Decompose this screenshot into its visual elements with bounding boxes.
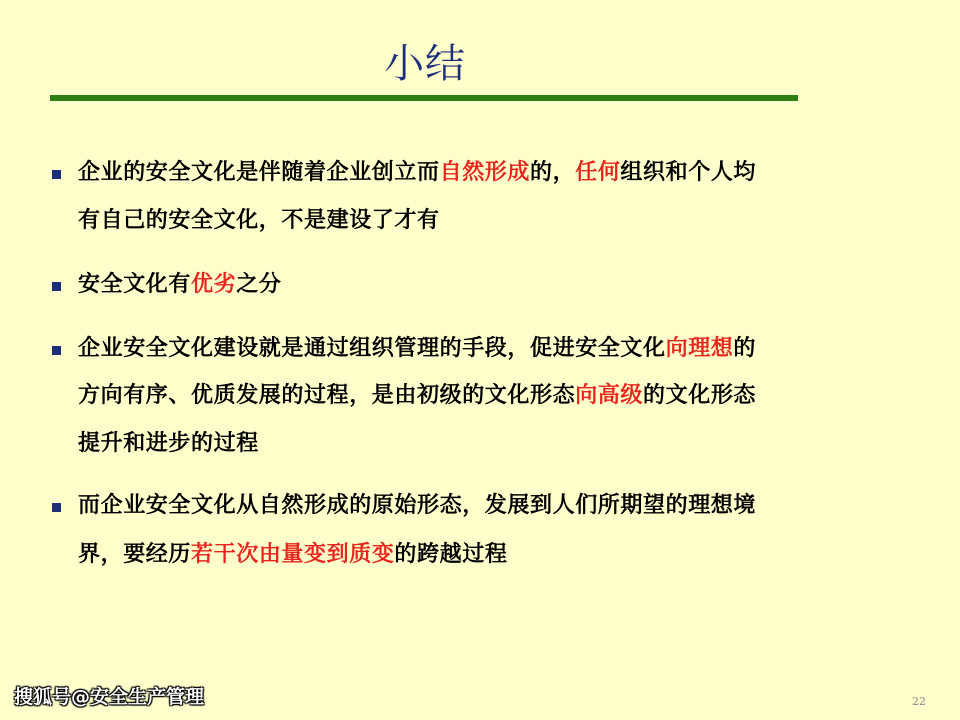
- bullet-text-line: [78, 491, 756, 521]
- text-segment: 之分: [236, 272, 282, 297]
- text-segment: 界，要经历: [78, 542, 192, 567]
- title-underline: [50, 95, 798, 101]
- bullet-text-line: [78, 381, 756, 411]
- slide-title: 小结: [384, 41, 466, 87]
- bullet-icon: [52, 503, 66, 517]
- text-segment: 的跨越过程: [394, 542, 508, 567]
- bullet-text-line: [78, 270, 281, 300]
- text-segment: 企业的安全文化是伴随着企业创立而: [78, 160, 440, 185]
- text-segment: 有自己的安全文化，不是建设了才有: [78, 208, 440, 233]
- watermark: 搜狐号@安全生产管理: [14, 686, 205, 708]
- square-icon: [52, 503, 61, 512]
- text-segment: 而企业安全文化从自然形成的原始形态，发展到人们所期望的理想境: [78, 493, 757, 518]
- highlighted-text: 若干次由量变到质变: [191, 542, 395, 567]
- text-segment: 的文化形态: [643, 383, 757, 408]
- highlighted-text: 自然形成: [439, 160, 531, 185]
- highlighted-text: 向理想: [665, 336, 734, 361]
- text-segment: 组织和个人均: [620, 160, 757, 185]
- text-segment: 方向有序、优质发展的过程，是由初级的文化形态: [78, 383, 576, 408]
- text-segment: 提升和进步的过程: [78, 431, 259, 456]
- bullet-icon: [52, 170, 66, 184]
- highlighted-text: 向高级: [575, 383, 644, 408]
- bullet-icon: [52, 282, 66, 296]
- text-segment: 的: [733, 336, 757, 361]
- page-number: 22: [912, 695, 926, 708]
- bullet-text-line: [78, 206, 440, 236]
- text-segment: 企业安全文化建设就是通过组织管理的手段，促进安全文化: [78, 336, 666, 361]
- bullet-text-line: [78, 540, 507, 570]
- bullet-text-line: [78, 429, 259, 459]
- text-segment: 安全文化有: [78, 272, 192, 297]
- text-segment: 的，: [530, 160, 576, 185]
- square-icon: [52, 282, 61, 291]
- square-icon: [52, 170, 61, 179]
- bullet-icon: [52, 346, 66, 360]
- bullet-text-line: [78, 158, 756, 188]
- bullet-text-line: [78, 334, 756, 364]
- highlighted-text: 任何: [575, 160, 621, 185]
- square-icon: [52, 346, 61, 355]
- highlighted-text: 优劣: [191, 272, 237, 297]
